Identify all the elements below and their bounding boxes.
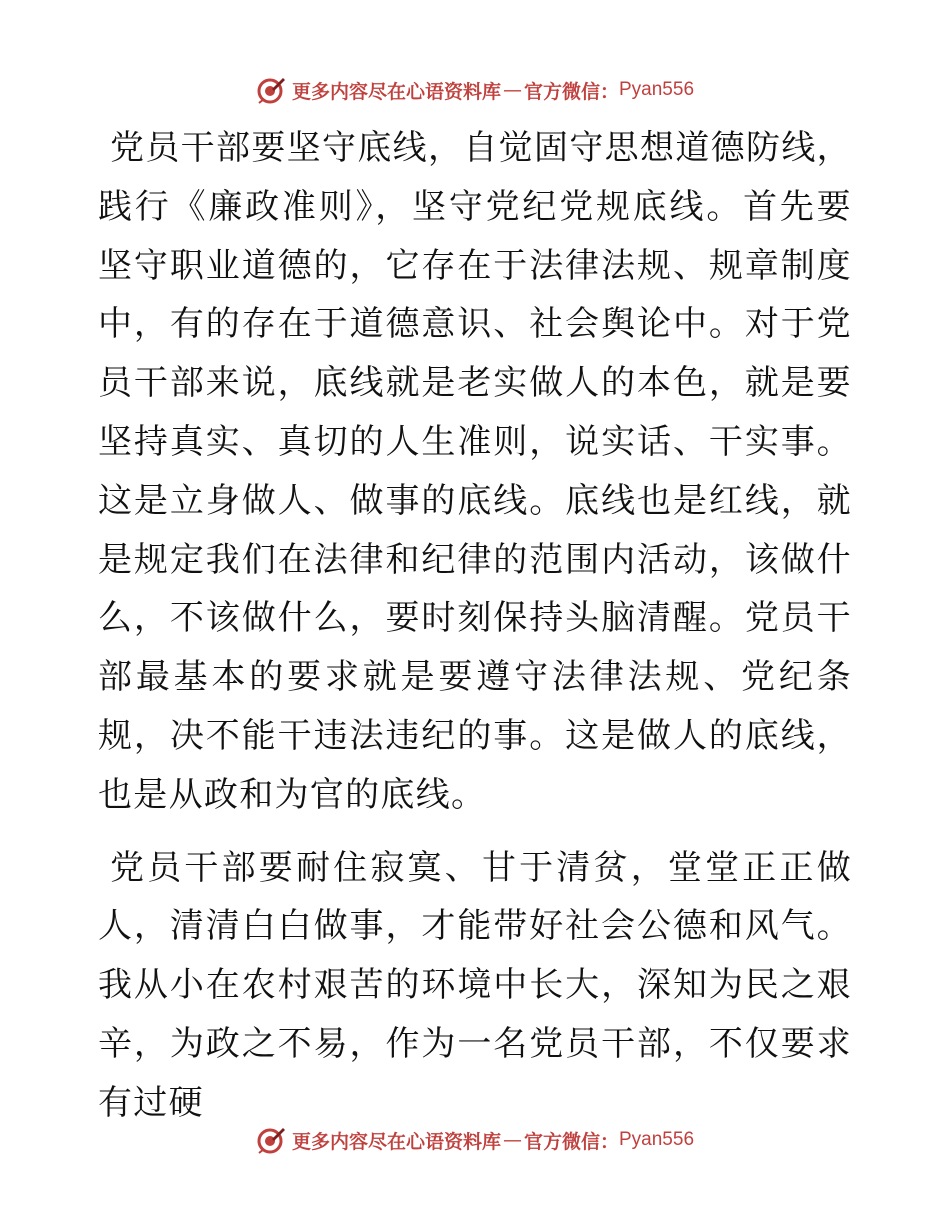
footer-watermark xyxy=(0,1123,950,1157)
watermark-separator: — xyxy=(502,1129,522,1151)
watermark-wechat-label: 官方微信： xyxy=(523,1130,619,1153)
pen-logo-icon xyxy=(256,1125,286,1155)
watermark-separator: — xyxy=(502,79,522,101)
watermark-text: 更多内容尽在心语资料库 xyxy=(291,1130,501,1153)
watermark-wechat-label: 官方微信： xyxy=(523,80,619,103)
paragraph-integrity: 党员干部要耐住寂寞、甘于清贫，堂堂正正做人，清清白白做事，才能带好社会公德和风气。我从小在农村艰苦的环境中长大，深知为民之艰辛，为政之不易，作为一名党员干部，不仅要求有过硬 xyxy=(98,847,852,1123)
watermark-handle: Pyan556 xyxy=(619,79,695,100)
pen-logo-icon xyxy=(256,75,286,105)
watermark-text: 更多内容尽在心语资料库 xyxy=(291,80,501,103)
document-body xyxy=(98,119,852,1133)
paragraph-bottom-line: 党员干部要坚守底线，自觉固守思想道德防线，践行《廉政准则》，坚守党纪党规底线。首先要坚守职业道德的，它存在于法律法规、规章制度中，有的存在于道德意识、社会舆论中。对于党员干部来说，底线就是老实做人的本色，就是要坚持真实、真切的人生准则，说实话、干实事。这是立身做人、做事的底线。底线也是红线，就是规定我们在法律和纪律的范围内活动，该做什么，不该做什么，要时刻保持头脑清醒。党员干部最基本的要求就是要遵守法律法规、党纪条规，决不能干违法违纪的事。这是做人的底线，也是从政和为官的底线。 xyxy=(98,128,852,815)
header-watermark xyxy=(0,73,950,107)
watermark-handle: Pyan556 xyxy=(619,1129,695,1150)
